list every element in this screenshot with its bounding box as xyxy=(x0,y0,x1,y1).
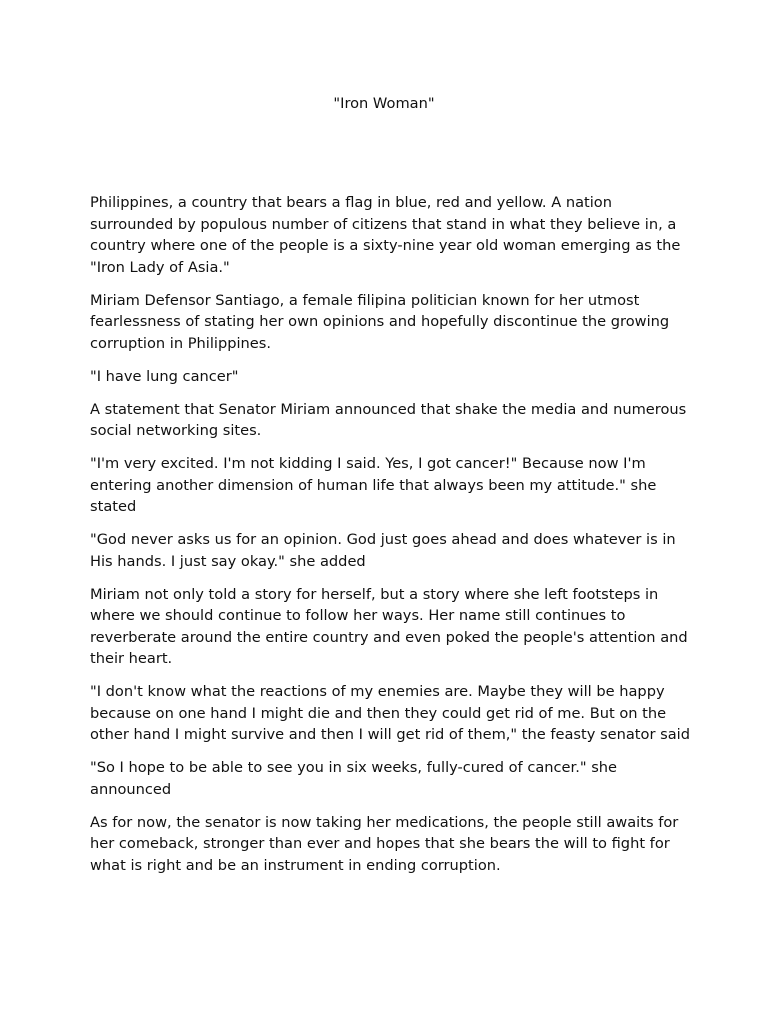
paragraph-quote-enemies: "I don't know what the reactions of my enemies are. Maybe they will be happy because on one hand I might die and then they could get rid of me. But on the other hand I might survive and then I will get rid of them," the feasty senator said xyxy=(90,683,690,743)
paragraph-quote-six-weeks: "So I hope to be able to see you in six weeks, fully-cured of cancer." she announced xyxy=(90,759,618,798)
document-title: "Iron Woman" xyxy=(333,95,435,112)
document-body xyxy=(90,192,690,888)
paragraph-quote-excited: "I'm very excited. I'm not kidding I said. Yes, I got cancer!" Because now I'm entering another dimension of human life that always been my attitude." she stated xyxy=(90,455,657,515)
paragraph-conclusion: As for now, the senator is now taking her medications, the people still awaits for her comeback, stronger than ever and hopes that she bears the will to fight for what is right and be an instrument in ending corruption. xyxy=(90,813,679,874)
paragraph-quote-lung-cancer: "I have lung cancer" xyxy=(90,367,239,385)
paragraph-miriam-intro: Miriam Defensor Santiago, a female filipina politician known for her utmost fearlessness of stating her own opinions and hopefully discontinue the growing corruption in Philippines. xyxy=(90,291,670,352)
paragraph-footsteps: Miriam not only told a story for herself, but a story where she left footsteps in where we should continue to follow her ways. Her name still continues to reverberate around the entire country and even poked the people's attention and their heart. xyxy=(90,585,688,667)
paragraph-statement: A statement that Senator Miriam announced that shake the media and numerous social networking sites. xyxy=(90,400,687,439)
paragraph-quote-god: "God never asks us for an opinion. God just goes ahead and does whatever is in His hands. I just say okay." she added xyxy=(90,531,676,570)
paragraph-intro: Philippines, a country that bears a flag in blue, red and yellow. A nation surrounded by populous number of citizens that stand in what they believe in, a country where one of the people is a sixty-nine year old woman emerging as the "Iron Lady of Asia." xyxy=(90,194,681,276)
